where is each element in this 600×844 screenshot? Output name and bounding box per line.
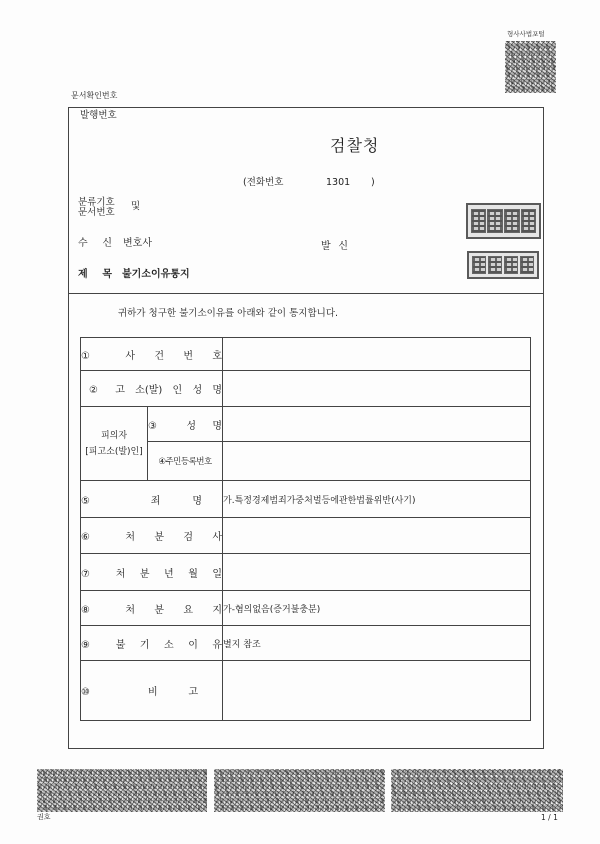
disposition-label: ⑧ 처 분 요 지 bbox=[81, 604, 223, 616]
charge-row bbox=[81, 481, 531, 518]
prosecutor-value bbox=[223, 518, 531, 554]
prosecutor-label-cell bbox=[81, 518, 223, 554]
suspect-id-row bbox=[81, 442, 531, 481]
suspect-id-value bbox=[223, 442, 531, 481]
portal-label: 형사사법포털 bbox=[507, 30, 545, 38]
suspect-group-label: 피의자 bbox=[100, 430, 128, 441]
subject-value: 불기소이유통지 bbox=[122, 269, 190, 280]
doc-confirm-label: 문서확인번호 bbox=[71, 91, 118, 100]
seal-glyph bbox=[471, 209, 486, 233]
complainant-label-cell bbox=[81, 371, 223, 407]
seal-glyph bbox=[520, 256, 535, 274]
suspect-name-label-cell bbox=[148, 407, 223, 442]
document-qr-code bbox=[505, 41, 556, 93]
agency-title: 검찰청 bbox=[330, 136, 380, 155]
prosecutor-row bbox=[81, 518, 531, 554]
footer-left-label: 권호 bbox=[37, 813, 51, 821]
disposition-date-value bbox=[223, 554, 531, 591]
disposition-value: 가-혐의없음(증거불충분) bbox=[223, 591, 531, 626]
sender-line bbox=[321, 241, 348, 253]
case-number-row bbox=[81, 338, 531, 371]
intro-text: 귀하가 청구한 불기소이유를 아래와 같이 통지합니다. bbox=[118, 308, 339, 319]
classification-line1: 분류기호 bbox=[78, 197, 115, 208]
suspect-id-label: ④주민등록번호 bbox=[158, 457, 212, 467]
official-seal-top bbox=[466, 203, 541, 239]
remarks-row bbox=[81, 661, 531, 721]
reason-label: ⑨ 불 기 소 이 유 bbox=[81, 639, 223, 651]
seal-glyph bbox=[521, 209, 536, 233]
sender-label: 발 신 bbox=[321, 241, 348, 252]
seal-glyph bbox=[504, 256, 519, 274]
case-number-value bbox=[223, 338, 531, 371]
suspect-group-sub: [피고소(발)인] bbox=[85, 446, 143, 457]
reason-label-cell bbox=[81, 626, 223, 661]
header-divider bbox=[68, 293, 544, 294]
seal-glyph bbox=[504, 209, 519, 233]
barcode-block-3 bbox=[391, 769, 563, 812]
subject-line bbox=[78, 269, 190, 281]
seal-glyph bbox=[472, 256, 487, 274]
reason-value: 별지 참조 bbox=[223, 626, 531, 661]
classification-conj: 및 bbox=[131, 201, 141, 212]
remarks-label-cell bbox=[81, 661, 223, 721]
complainant-value bbox=[223, 371, 531, 407]
disposition-date-row bbox=[81, 554, 531, 591]
disposition-label-cell bbox=[81, 591, 223, 626]
subject-label: 제 목 bbox=[78, 269, 112, 280]
recipient-line bbox=[78, 238, 152, 250]
recipient-label: 수 신 bbox=[78, 238, 112, 249]
phone-number: 1301 bbox=[326, 177, 351, 188]
suspect-id-label-cell bbox=[148, 442, 223, 481]
page-indicator: 1 / 1 bbox=[541, 813, 558, 822]
remarks-value bbox=[223, 661, 531, 721]
charge-label: ⑤ 죄 명 bbox=[81, 495, 203, 507]
complainant-label: ② 고 소(발) 인 성 명 bbox=[89, 385, 223, 396]
barcode-block-2 bbox=[214, 769, 385, 812]
seal-glyph bbox=[488, 256, 503, 274]
notice-table bbox=[80, 337, 531, 721]
suspect-name-row bbox=[81, 407, 531, 442]
remarks-label: ⑩ 비 고 bbox=[81, 687, 199, 698]
prosecutor-label: ⑥ 처 분 검 사 bbox=[81, 532, 223, 543]
issue-number-label: 발행번호 bbox=[80, 110, 117, 121]
case-number-label: ① 사 건 번 호 bbox=[81, 350, 223, 362]
recipient-value: 변호사 bbox=[123, 238, 152, 249]
reason-row bbox=[81, 626, 531, 661]
classification-line2: 문서번호 bbox=[78, 207, 115, 218]
suspect-name-value bbox=[223, 407, 531, 442]
disposition-date-label-cell bbox=[81, 554, 223, 591]
phone-prefix: (전화번호 bbox=[243, 177, 284, 188]
disposition-date-label: ⑦ 처 분 년 월 일 bbox=[81, 568, 223, 580]
charge-value: 가.특정경제범죄가중처벌등에관한법률위반(사기) bbox=[223, 481, 531, 518]
complainant-row bbox=[81, 371, 531, 407]
suspect-group-cell bbox=[81, 407, 148, 481]
official-seal-bottom bbox=[467, 251, 539, 279]
seal-glyph bbox=[487, 209, 502, 233]
disposition-row bbox=[81, 591, 531, 626]
phone-suffix: ) bbox=[371, 177, 375, 188]
suspect-name-label: ③ 성 명 bbox=[148, 420, 223, 432]
charge-label-cell bbox=[81, 481, 223, 518]
case-number-label-cell bbox=[81, 338, 223, 371]
barcode-block-1 bbox=[37, 769, 207, 812]
